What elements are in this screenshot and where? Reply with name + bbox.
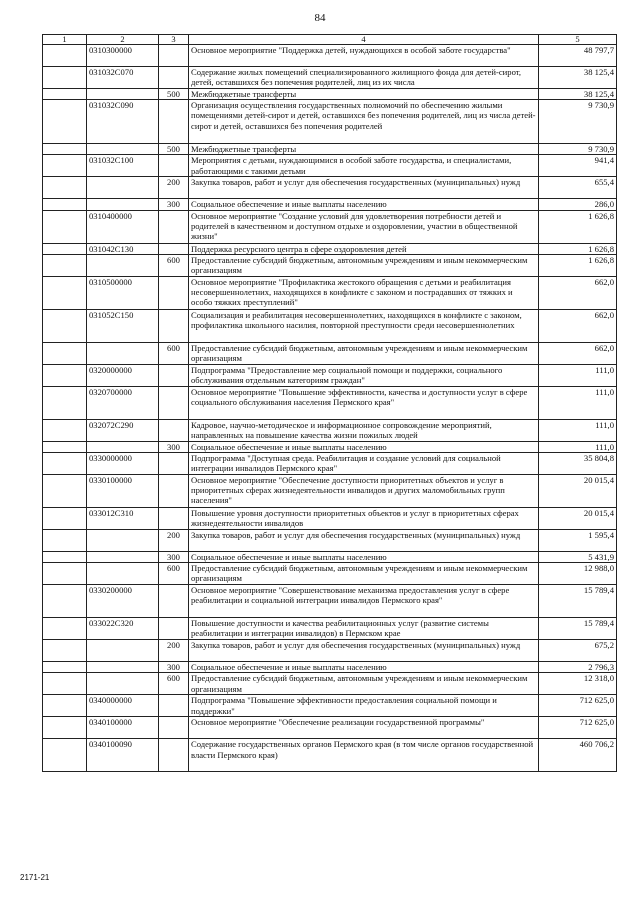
header-col-1: 1 <box>43 35 87 45</box>
cell-name: Подпрограмма "Предоставление мер социальной помощи и поддержки, социального обслуживания отдельным категориям граждан" <box>189 364 539 386</box>
table-row <box>43 530 617 552</box>
cell-expense-type: 200 <box>159 640 189 662</box>
cell-name: Социальное обеспечение и иные выплаты населению <box>189 552 539 563</box>
cell-expense-type <box>159 508 189 530</box>
cell-name: Поддержка ресурсного центра в сфере оздоровления детей <box>189 243 539 254</box>
cell-expense-type: 300 <box>159 552 189 563</box>
cell-code: 031032С090 <box>87 100 159 144</box>
cell-expense-type: 200 <box>159 530 189 552</box>
table-row <box>43 386 617 419</box>
table-row <box>43 673 617 695</box>
cell-expense-type: 300 <box>159 441 189 452</box>
cell-expense-type <box>159 585 189 618</box>
cell-col-1 <box>43 100 87 144</box>
cell-expense-type: 200 <box>159 177 189 199</box>
cell-name: Содержание государственных органов Пермского края (в том числе органов государственной власти Пермского края) <box>189 739 539 772</box>
cell-expense-type <box>159 45 189 67</box>
cell-amount: 941,4 <box>539 155 617 177</box>
cell-code <box>87 177 159 199</box>
budget-table <box>42 34 617 772</box>
cell-name: Основное мероприятие "Совершенствование механизма предоставления услуг в сфере реабилитации и социальной интеграции инвалидов Пермского края" <box>189 585 539 618</box>
budget-table-body <box>43 35 617 772</box>
cell-amount: 111,0 <box>539 441 617 452</box>
cell-amount: 12 988,0 <box>539 563 617 585</box>
cell-amount: 675,2 <box>539 640 617 662</box>
table-row <box>43 508 617 530</box>
table-row <box>43 243 617 254</box>
cell-amount: 12 318,0 <box>539 673 617 695</box>
cell-code <box>87 199 159 210</box>
cell-col-1 <box>43 155 87 177</box>
cell-expense-type <box>159 210 189 243</box>
cell-code: 0330000000 <box>87 453 159 475</box>
cell-code: 0330100000 <box>87 475 159 508</box>
cell-code: 0330200000 <box>87 585 159 618</box>
cell-amount: 15 789,4 <box>539 618 617 640</box>
cell-expense-type <box>159 695 189 717</box>
cell-code <box>87 662 159 673</box>
table-row <box>43 155 617 177</box>
table-row <box>43 618 617 640</box>
cell-col-1 <box>43 640 87 662</box>
cell-col-1 <box>43 673 87 695</box>
cell-amount: 15 789,4 <box>539 585 617 618</box>
table-row <box>43 199 617 210</box>
cell-col-1 <box>43 563 87 585</box>
cell-expense-type <box>159 717 189 739</box>
table-row <box>43 695 617 717</box>
table-row <box>43 717 617 739</box>
cell-amount: 9 730,9 <box>539 100 617 144</box>
cell-amount: 111,0 <box>539 364 617 386</box>
cell-expense-type: 500 <box>159 144 189 155</box>
cell-amount: 38 125,4 <box>539 67 617 89</box>
cell-expense-type <box>159 419 189 441</box>
cell-expense-type <box>159 453 189 475</box>
table-row <box>43 276 617 309</box>
cell-col-1 <box>43 276 87 309</box>
table-header-row <box>43 35 617 45</box>
cell-code <box>87 673 159 695</box>
cell-amount: 111,0 <box>539 419 617 441</box>
header-col-3: 3 <box>159 35 189 45</box>
cell-name: Межбюджетные трансферты <box>189 144 539 155</box>
cell-expense-type <box>159 309 189 342</box>
cell-col-1 <box>43 508 87 530</box>
cell-expense-type <box>159 67 189 89</box>
cell-code <box>87 552 159 563</box>
cell-name: Основное мероприятие "Создание условий для удовлетворения потребности детей и родителей в качественном и доступном отдыхе и оздоровлении, участии в общественной жизни" <box>189 210 539 243</box>
cell-col-1 <box>43 662 87 673</box>
cell-col-1 <box>43 254 87 276</box>
cell-expense-type <box>159 276 189 309</box>
cell-col-1 <box>43 342 87 364</box>
table-row <box>43 100 617 144</box>
cell-code: 0310500000 <box>87 276 159 309</box>
table-row <box>43 563 617 585</box>
cell-expense-type <box>159 739 189 772</box>
table-row <box>43 342 617 364</box>
cell-name: Кадровое, научно-методическое и информационное сопровождение мероприятий, направленных на повышение качества жизни пожилых людей <box>189 419 539 441</box>
cell-col-1 <box>43 45 87 67</box>
cell-code: 0310400000 <box>87 210 159 243</box>
table-row <box>43 210 617 243</box>
cell-expense-type <box>159 155 189 177</box>
cell-name: Предоставление субсидий бюджетным, автономным учреждениям и иным некоммерческим организациям <box>189 254 539 276</box>
table-row <box>43 419 617 441</box>
footer-code: 2171-21 <box>20 873 50 882</box>
header-col-4: 4 <box>189 35 539 45</box>
table-row <box>43 309 617 342</box>
cell-amount: 38 125,4 <box>539 89 617 100</box>
cell-col-1 <box>43 552 87 563</box>
page-number: 84 <box>314 12 326 24</box>
cell-col-1 <box>43 695 87 717</box>
cell-amount: 48 797,7 <box>539 45 617 67</box>
cell-code: 031032С070 <box>87 67 159 89</box>
cell-expense-type <box>159 386 189 419</box>
cell-code <box>87 89 159 100</box>
cell-name: Предоставление субсидий бюджетным, автономным учреждениям и иным некоммерческим организациям <box>189 563 539 585</box>
cell-name: Социальное обеспечение и иные выплаты населению <box>189 199 539 210</box>
header-col-5: 5 <box>539 35 617 45</box>
header-col-2: 2 <box>87 35 159 45</box>
cell-name: Содержание жилых помещений специализированного жилищного фонда для детей-сирот, детей, оставшихся без попечения родителей, лиц из их числа <box>189 67 539 89</box>
cell-expense-type <box>159 100 189 144</box>
cell-amount: 20 015,4 <box>539 508 617 530</box>
cell-amount: 662,0 <box>539 309 617 342</box>
cell-code: 0320700000 <box>87 386 159 419</box>
cell-col-1 <box>43 309 87 342</box>
cell-amount: 2 796,3 <box>539 662 617 673</box>
cell-col-1 <box>43 739 87 772</box>
cell-amount: 662,0 <box>539 342 617 364</box>
cell-expense-type <box>159 618 189 640</box>
cell-name: Закупка товаров, работ и услуг для обеспечения государственных (муниципальных) нужд <box>189 177 539 199</box>
table-row <box>43 364 617 386</box>
cell-expense-type: 600 <box>159 342 189 364</box>
cell-name: Основное мероприятие "Повышение эффективности, качества и доступности услуг в сфере социального обслуживания населения Пермского края" <box>189 386 539 419</box>
cell-code: 0340100090 <box>87 739 159 772</box>
cell-code: 031042С130 <box>87 243 159 254</box>
cell-code: 033012С310 <box>87 508 159 530</box>
cell-amount: 286,0 <box>539 199 617 210</box>
cell-code <box>87 640 159 662</box>
cell-name: Организация осуществления государственных полномочий по обеспечению жилыми помещениями детей-сирот и детей, оставшихся без попечения родителей, лиц из числа детей-сирот и детей, оставшихся без попечения родителей <box>189 100 539 144</box>
cell-col-1 <box>43 453 87 475</box>
cell-expense-type <box>159 243 189 254</box>
cell-amount: 1 595,4 <box>539 530 617 552</box>
cell-amount: 460 706,2 <box>539 739 617 772</box>
cell-name: Основное мероприятие "Профилактика жестокого обращения с детьми и реабилитация несовершеннолетних, находящихся в конфликте с законом и пострадавших от тяжких и особо тяжких преступлений" <box>189 276 539 309</box>
cell-col-1 <box>43 210 87 243</box>
cell-amount: 9 730,9 <box>539 144 617 155</box>
cell-col-1 <box>43 530 87 552</box>
cell-code <box>87 254 159 276</box>
cell-amount: 20 015,4 <box>539 475 617 508</box>
table-row <box>43 662 617 673</box>
cell-name: Повышение уровня доступности приоритетных объектов и услуг в приоритетных сферах жизнедеятельности инвалидов <box>189 508 539 530</box>
table-row <box>43 640 617 662</box>
cell-col-1 <box>43 717 87 739</box>
cell-code: 0310300000 <box>87 45 159 67</box>
cell-name: Социальное обеспечение и иные выплаты населению <box>189 441 539 452</box>
cell-code: 033022С320 <box>87 618 159 640</box>
table-row <box>43 585 617 618</box>
table-row <box>43 475 617 508</box>
cell-name: Мероприятия с детьми, нуждающимися в особой заботе государства, и специалистами, работающими с такими детьми <box>189 155 539 177</box>
cell-amount: 35 804,8 <box>539 453 617 475</box>
cell-name: Закупка товаров, работ и услуг для обеспечения государственных (муниципальных) нужд <box>189 640 539 662</box>
cell-col-1 <box>43 364 87 386</box>
table-row <box>43 177 617 199</box>
table-row <box>43 254 617 276</box>
cell-name: Социализация и реабилитация несовершеннолетних, находящихся в конфликте с законом, профилактика школьного насилия, повторной преступности среди несовершеннолетних <box>189 309 539 342</box>
cell-name: Подпрограмма "Повышение эффективности предоставления социальной помощи и поддержки" <box>189 695 539 717</box>
cell-col-1 <box>43 89 87 100</box>
cell-code: 0340000000 <box>87 695 159 717</box>
table-row <box>43 441 617 452</box>
cell-expense-type: 600 <box>159 254 189 276</box>
cell-expense-type: 500 <box>159 89 189 100</box>
cell-col-1 <box>43 585 87 618</box>
cell-name: Социальное обеспечение и иные выплаты населению <box>189 662 539 673</box>
cell-expense-type <box>159 364 189 386</box>
cell-name: Повышение доступности и качества реабилитационных услуг (развитие системы реабилитации и интеграции инвалидов) в Пермском крае <box>189 618 539 640</box>
table-row <box>43 89 617 100</box>
cell-name: Основное мероприятие "Обеспечение реализации государственной программы" <box>189 717 539 739</box>
cell-amount: 712 625,0 <box>539 717 617 739</box>
table-row <box>43 45 617 67</box>
cell-code <box>87 441 159 452</box>
cell-name: Предоставление субсидий бюджетным, автономным учреждениям и иным некоммерческим организациям <box>189 342 539 364</box>
table-row <box>43 552 617 563</box>
cell-code: 031052С150 <box>87 309 159 342</box>
cell-col-1 <box>43 199 87 210</box>
cell-code: 032072С290 <box>87 419 159 441</box>
cell-col-1 <box>43 144 87 155</box>
cell-col-1 <box>43 386 87 419</box>
cell-expense-type: 300 <box>159 199 189 210</box>
cell-amount: 655,4 <box>539 177 617 199</box>
cell-name: Межбюджетные трансферты <box>189 89 539 100</box>
cell-col-1 <box>43 419 87 441</box>
cell-expense-type: 300 <box>159 662 189 673</box>
cell-expense-type: 600 <box>159 673 189 695</box>
table-row <box>43 453 617 475</box>
cell-col-1 <box>43 243 87 254</box>
cell-amount: 111,0 <box>539 386 617 419</box>
cell-col-1 <box>43 618 87 640</box>
cell-code <box>87 144 159 155</box>
cell-code <box>87 563 159 585</box>
cell-amount: 1 626,8 <box>539 210 617 243</box>
cell-name: Основное мероприятие "Обеспечение доступности приоритетных объектов и услуг в приоритетных сферах жизнедеятельности инвалидов и других маломобильных групп населения" <box>189 475 539 508</box>
cell-name: Закупка товаров, работ и услуг для обеспечения государственных (муниципальных) нужд <box>189 530 539 552</box>
cell-code <box>87 342 159 364</box>
cell-col-1 <box>43 177 87 199</box>
cell-expense-type: 600 <box>159 563 189 585</box>
table-row <box>43 67 617 89</box>
cell-code: 031032С100 <box>87 155 159 177</box>
table-row <box>43 144 617 155</box>
cell-col-1 <box>43 475 87 508</box>
cell-name: Основное мероприятие "Поддержка детей, нуждающихся в особой заботе государства" <box>189 45 539 67</box>
cell-code <box>87 530 159 552</box>
cell-code: 0320000000 <box>87 364 159 386</box>
cell-amount: 662,0 <box>539 276 617 309</box>
table-row <box>43 739 617 772</box>
cell-name: Подпрограмма "Доступная среда. Реабилитация и создание условий для социальной интеграции инвалидов Пермского края" <box>189 453 539 475</box>
cell-code: 0340100000 <box>87 717 159 739</box>
cell-col-1 <box>43 441 87 452</box>
cell-amount: 5 431,9 <box>539 552 617 563</box>
cell-name: Предоставление субсидий бюджетным, автономным учреждениям и иным некоммерческим организациям <box>189 673 539 695</box>
cell-amount: 1 626,8 <box>539 254 617 276</box>
cell-amount: 712 625,0 <box>539 695 617 717</box>
cell-amount: 1 626,8 <box>539 243 617 254</box>
cell-col-1 <box>43 67 87 89</box>
cell-expense-type <box>159 475 189 508</box>
